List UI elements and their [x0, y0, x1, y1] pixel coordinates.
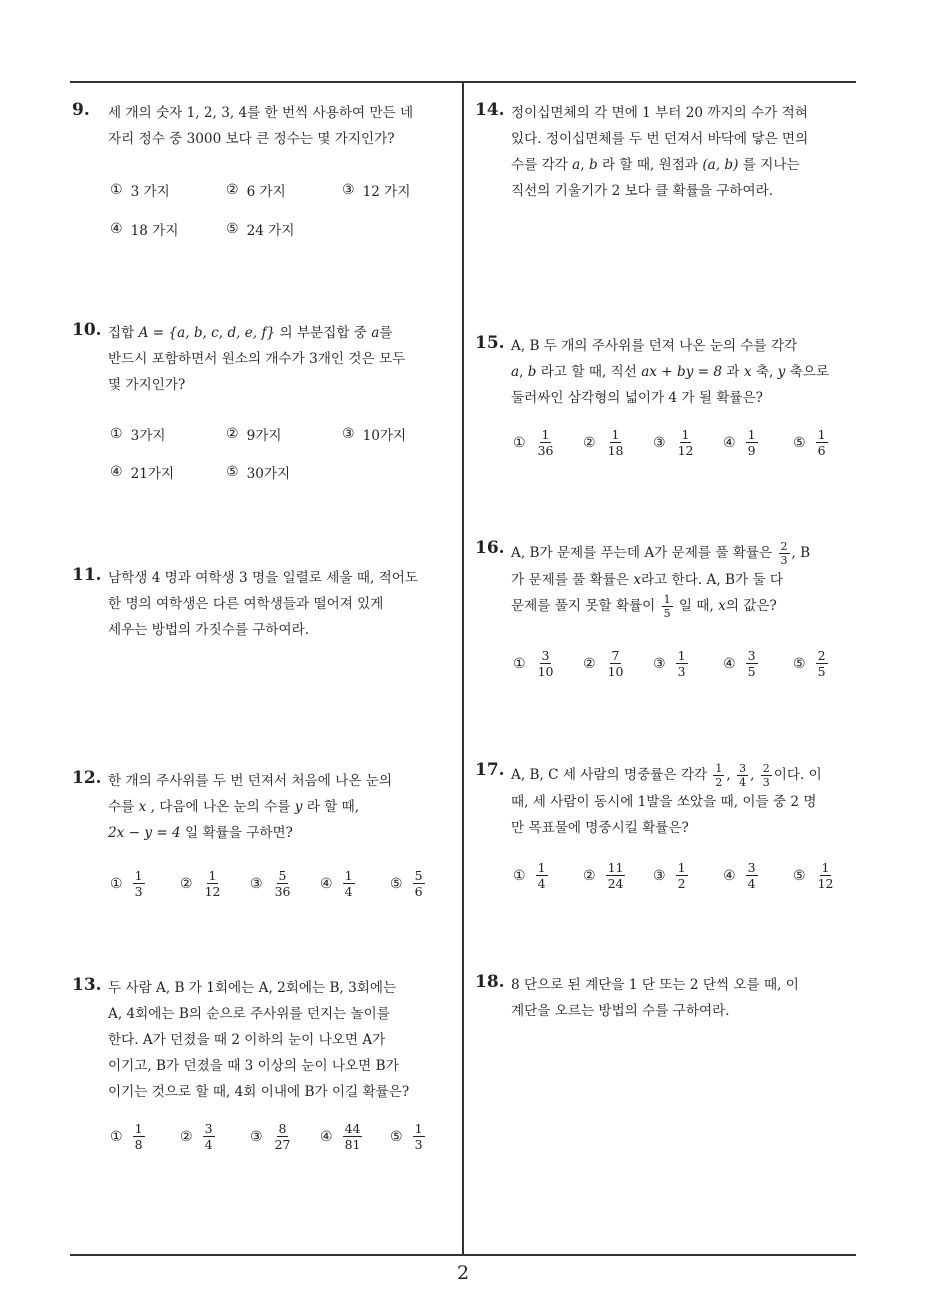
fraction: $\frac{2}{3}$ [762, 762, 770, 789]
fraction: $\frac{11}{24}$ [607, 860, 624, 891]
choice-4[interactable]: ④ 18 가지 [110, 221, 179, 239]
fraction: $\frac{1}{2}$ [715, 762, 723, 789]
question-18 [475, 972, 855, 1032]
choice-2[interactable]: ② 9가지 [226, 426, 282, 444]
choice-1[interactable]: ① $\frac{1}{8}$ [110, 1121, 143, 1152]
choice-4[interactable]: ④ $\frac{1}{9}$ [723, 427, 756, 458]
question-number: 14. [475, 100, 505, 120]
choice-5[interactable]: ⑤ 24 가지 [226, 221, 295, 239]
question-number: 12. [72, 768, 102, 788]
question-number: 18. [475, 972, 505, 992]
question-text [511, 333, 829, 411]
question-line: 수를 x , 다음에 나온 눈의 수를 y 라 할 때, [108, 799, 360, 815]
choice-4[interactable]: ④ 21가지 [110, 464, 175, 482]
choice-3[interactable]: ③ $\frac{1}{2}$ [653, 860, 686, 891]
choice-3[interactable]: ③ 12 가지 [342, 182, 411, 200]
question-9 [72, 100, 452, 250]
fraction: $\frac{5}{36}$ [274, 868, 291, 899]
choice-3[interactable]: ③ $\frac{8}{27}$ [250, 1121, 291, 1152]
question-line: a, b 라고 할 때, 직선 ax + by = 8 과 x 축, y 축으로 [511, 364, 830, 380]
question-14 [475, 100, 855, 210]
question-number: 9. [72, 100, 90, 120]
choice-5[interactable]: ⑤ $\frac{1}{12}$ [793, 860, 834, 891]
question-16 [475, 538, 855, 688]
fraction: $\frac{8}{27}$ [274, 1121, 291, 1152]
choice-3[interactable]: ③ 10가지 [342, 426, 407, 444]
fraction: $\frac{1}{12}$ [677, 427, 694, 458]
choice-1[interactable]: ① 3가지 [110, 426, 166, 444]
question-text [108, 565, 418, 643]
choice-2[interactable]: ② $\frac{1}{12}$ [180, 868, 221, 899]
question-line: A, B 두 개의 주사위를 던져 나온 눈의 수를 각각 [511, 338, 798, 354]
fraction: $\frac{1}{12}$ [817, 860, 834, 891]
choice-1[interactable]: ① 3 가지 [110, 182, 170, 200]
question-line: 있다. 정이십면체를 두 번 던져서 바닥에 닿은 면의 [511, 131, 809, 147]
question-11 [72, 565, 452, 655]
choice-5[interactable]: ⑤ $\frac{5}{6}$ [390, 868, 423, 899]
question-number: 16. [475, 538, 505, 558]
choice-3[interactable]: ③ $\frac{5}{36}$ [250, 868, 291, 899]
question-line: 이기는 것으로 할 때, 4회 이내에 B가 이길 확률은? [108, 1084, 410, 1100]
question-17 [475, 760, 855, 900]
fraction: $\frac{3}{10}$ [537, 648, 554, 679]
fraction: $\frac{1}{4}$ [344, 868, 353, 899]
fraction: $\frac{5}{6}$ [414, 868, 423, 899]
question-text [511, 762, 822, 841]
question-13 [72, 975, 452, 1165]
choice-2[interactable]: ② $\frac{1}{18}$ [583, 427, 624, 458]
question-line: 직선의 기울기가 2 보다 클 확률을 구하여라. [511, 183, 774, 199]
choice-5[interactable]: ⑤ $\frac{1}{3}$ [390, 1121, 423, 1152]
choice-3[interactable]: ③ $\frac{1}{3}$ [653, 648, 686, 679]
fraction: $\frac{44}{81}$ [344, 1121, 361, 1152]
question-line: 자리 정수 중 3000 보다 큰 정수는 몇 가지인가? [108, 131, 395, 147]
fraction: $\frac{1}{2}$ [677, 860, 686, 891]
question-line: 만 목표물에 명중시킬 확률은? [511, 820, 689, 836]
question-text [511, 540, 810, 620]
question-line: 세 개의 숫자 1, 2, 3, 4를 한 번씩 사용하여 만든 네 [108, 105, 414, 121]
question-line: 이기고, B가 던졌을 때 3 이상의 눈이 나오면 B가 [108, 1058, 399, 1074]
question-text [108, 100, 413, 152]
choice-1[interactable]: ① $\frac{3}{10}$ [513, 648, 554, 679]
fraction: $\frac{1}{18}$ [607, 427, 624, 458]
choice-5[interactable]: ⑤ $\frac{1}{6}$ [793, 427, 826, 458]
bottom-rule [70, 1254, 856, 1256]
choice-1[interactable]: ① $\frac{1}{4}$ [513, 860, 546, 891]
fraction: $\frac{1}{4}$ [537, 860, 546, 891]
choice-1[interactable]: ① $\frac{1}{36}$ [513, 427, 554, 458]
question-line: A, B, C 세 사람의 명중률은 각각 $\frac{1}{2}$ , $\frac{3}{4}$ , $\frac{2}{3}$ 이다. 이 [511, 762, 822, 789]
page-number: 2 [456, 1262, 470, 1284]
choice-4[interactable]: ④ $\frac{3}{4}$ [723, 860, 756, 891]
question-text [108, 975, 409, 1105]
question-line: 한 명의 여학생은 다른 여학생들과 떨어져 있게 [108, 596, 384, 612]
question-line: 8 단으로 된 계단을 1 단 또는 2 단씩 오를 때, 이 [511, 977, 799, 993]
choice-3[interactable]: ③ $\frac{1}{12}$ [653, 427, 694, 458]
question-number: 11. [72, 565, 102, 585]
question-line: 2x − y = 4 일 확률을 구하면? [108, 825, 293, 841]
question-line: 남학생 4 명과 여학생 3 명을 일렬로 세울 때, 적어도 [108, 570, 419, 586]
fraction: $\frac{1}{9}$ [747, 427, 756, 458]
fraction: $\frac{1}{36}$ [537, 427, 554, 458]
fraction: $\frac{3}{4}$ [204, 1121, 213, 1152]
choice-5[interactable]: ⑤ 30가지 [226, 464, 291, 482]
question-number: 15. [475, 333, 505, 353]
question-line: 반드시 포함하면서 원소의 개수가 3개인 것은 모두 [108, 351, 406, 367]
fraction: $\frac{3}{4}$ [739, 762, 747, 789]
choice-2[interactable]: ② $\frac{7}{10}$ [583, 648, 624, 679]
question-text [108, 768, 392, 846]
question-line: 때, 세 사람이 동시에 1발을 쏘았을 때, 이들 중 2 명 [511, 794, 817, 810]
choice-4[interactable]: ④ $\frac{1}{4}$ [320, 868, 353, 899]
question-line: 문제를 풀지 못할 확률이 $\frac{1}{5}$ 일 때, x의 값은? [511, 593, 777, 620]
question-line: 계단을 오르는 방법의 수를 구하여라. [511, 1003, 730, 1019]
fraction: $\frac{3}{5}$ [747, 648, 756, 679]
fraction: $\frac{2}{5}$ [817, 648, 826, 679]
question-line: A, 4회에는 B의 순으로 주사위를 던지는 놀이를 [108, 1006, 390, 1022]
fraction: $\frac{1}{12}$ [204, 868, 221, 899]
question-line: 한다. A가 던졌을 때 2 이하의 눈이 나오면 A가 [108, 1032, 386, 1048]
choice-2[interactable]: ② 6 가지 [226, 182, 286, 200]
question-text [511, 972, 799, 1024]
choice-2[interactable]: ② $\frac{11}{24}$ [583, 860, 624, 891]
question-line: 둘러싸인 삼각형의 넓이가 4 가 될 확률은? [511, 390, 763, 406]
question-line: 집합 A = {a, b, c, d, e, f} 의 부분집합 중 a를 [108, 325, 393, 341]
column-divider [462, 83, 464, 1255]
question-line: 정이십면체의 각 면에 1 부터 20 까지의 수가 적혀 [511, 105, 808, 121]
fraction: $\frac{1}{8}$ [134, 1121, 143, 1152]
fraction: $\frac{2}{3}$ [780, 540, 788, 567]
fraction: $\frac{1}{6}$ [817, 427, 826, 458]
fraction: $\frac{1}{3}$ [414, 1121, 423, 1152]
fraction: $\frac{1}{5}$ [663, 593, 671, 620]
choice-4[interactable]: ④ $\frac{44}{81}$ [320, 1121, 361, 1152]
choice-1[interactable]: ① $\frac{1}{3}$ [110, 868, 143, 899]
question-10 [72, 320, 452, 490]
question-line: 가 문제를 풀 확률은 x라고 한다. A, B가 둘 다 [511, 572, 783, 588]
question-number: 13. [72, 975, 102, 995]
fraction: $\frac{1}{3}$ [677, 648, 686, 679]
question-number: 10. [72, 320, 102, 340]
question-text [108, 320, 405, 398]
question-line: A, B가 문제를 푸는데 A가 문제를 풀 확률은 $\frac{2}{3}$ , B [511, 540, 811, 567]
question-number: 17. [475, 760, 505, 780]
question-line: 한 개의 주사위를 두 번 던져서 처음에 나온 눈의 [108, 773, 393, 789]
question-line: 수를 각각 a, b 라 할 때, 원점과 (a, b) 를 지나는 [511, 157, 800, 173]
question-12 [72, 768, 452, 908]
fraction: $\frac{1}{3}$ [134, 868, 143, 899]
choice-5[interactable]: ⑤ $\frac{2}{5}$ [793, 648, 826, 679]
fraction: $\frac{3}{4}$ [747, 860, 756, 891]
question-line: 몇 가지인가? [108, 377, 186, 393]
question-15 [475, 333, 855, 473]
question-line: 세우는 방법의 가짓수를 구하여라. [108, 622, 310, 638]
choice-2[interactable]: ② $\frac{3}{4}$ [180, 1121, 213, 1152]
choice-4[interactable]: ④ $\frac{3}{5}$ [723, 648, 756, 679]
question-text [511, 100, 808, 204]
fraction: $\frac{7}{10}$ [607, 648, 624, 679]
question-line: 두 사람 A, B 가 1회에는 A, 2회에는 B, 3회에는 [108, 980, 397, 996]
